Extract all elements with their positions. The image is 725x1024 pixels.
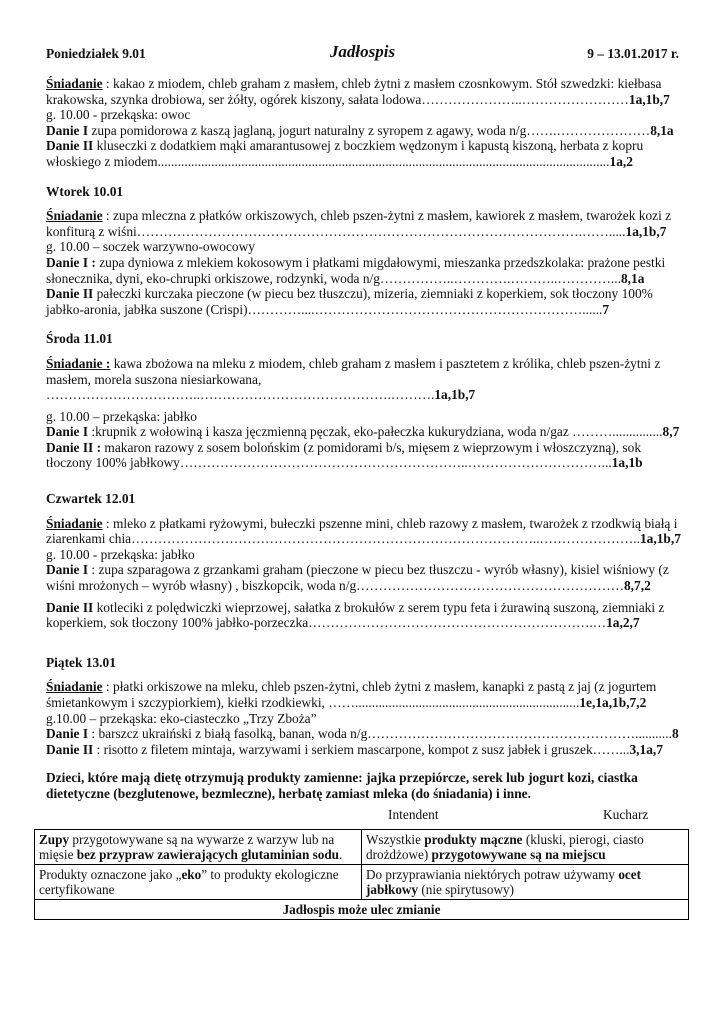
dish1-text: zupa dyniowa z mlekiem kokosowym i płatkami migdałowymi, mieszanka przedszkolaka: prażone pestki słonecznika, dyni, eko-chrupki orkiszowe, rodzynki, woda n/g……………..………….………..…………...	[46, 254, 666, 286]
breakfast-allergens: 1a,1b,7	[434, 387, 476, 403]
info-vinegar-text: Do przyprawiania niektórych potraw używamy	[366, 867, 619, 882]
header	[46, 44, 679, 64]
dish2-text: kotleciki z polędwiczki wieprzowej, sałatka z brokułów z serem typu feta i żurawiną suszoną, ziemniaki z koperkiem, sok tłoczony 100% jabłko-porzeczka……………………………………………………….…	[46, 599, 665, 631]
dish2-line	[46, 286, 685, 317]
dish2-text: pałeczki kurczaka pieczone (w piecu bez tłuszczu), mizeria, ziemniaki z koperkiem, sok tłoczony 100% jabłko-aronia, jabłka suszone (Crispi)…………....……………………………………………………......	[46, 286, 653, 317]
dish2-label: Danie II	[46, 286, 94, 302]
breakfast-text: : płatki orkiszowe na mleku, chleb pszen-żytni, chleb żytni z masłem, kanapki z pastą z jaj (z jogurtem śmietankowym i szczypiorkiem), kiełki rzodkiewki, ……...................................................................	[46, 679, 657, 710]
menu-days	[46, 76, 685, 771]
info-soups-end: .	[339, 847, 343, 862]
breakfast-text: : kakao z miodem, chleb graham z masłem, chleb żytni z masłem czosnkowym. Stół szwedzki: kiełbasa krakowska, szynka drobiowa, ser żółty, ogórek kiszony, sałata lodowa…………………..……………………	[46, 76, 662, 107]
header-date-range: 9 – 13.01.2017 r.	[587, 46, 679, 61]
day-title: Wtorek 10.01	[46, 183, 124, 199]
dish1-line	[46, 424, 685, 440]
breakfast-allergens: 1a,1b,7	[625, 223, 667, 239]
signatures	[46, 807, 685, 825]
header-day: Poniedziałek 9.01	[46, 46, 146, 61]
dish2-line	[46, 600, 685, 631]
dish2-text: kluseczki z dodatkiem mąki amarantusowej z boczkiem wędzonym i kapustą kiszoną, herbata z kopru włoskiego z miodem.......................................................................................................................................	[46, 138, 644, 169]
dish1-line	[46, 726, 685, 742]
dish1-text: :krupnik z wołowiną i kasza jęczmienną pęczak, eko-pałeczka kukurydziana, woda n/gaz ………...............	[88, 424, 663, 440]
breakfast-label: Śniadanie :	[46, 355, 111, 371]
snack-line: g. 10.00 - przekąska: jabłko	[46, 546, 195, 562]
info-row	[35, 865, 689, 900]
breakfast-line	[46, 516, 685, 547]
day-title: Piątek 13.01	[46, 654, 116, 670]
breakfast-label: Śniadanie	[46, 679, 103, 695]
dish1-label: Danie I	[46, 122, 89, 138]
day-friday	[46, 655, 685, 758]
dish2-allergens: 3,1a,7	[629, 741, 663, 757]
dish1-line	[46, 255, 685, 286]
dish2-line	[46, 440, 685, 471]
info-footer: Jadłospis może ulec zmianie	[35, 900, 689, 920]
dish1-label: Danie I	[46, 726, 89, 742]
info-cell-eko	[35, 865, 362, 900]
info-eko-text2: ” to produkty ekologiczne certyfikowane	[39, 867, 339, 897]
dish2-line	[46, 742, 685, 758]
breakfast-line	[46, 76, 685, 107]
info-eko-text: Produkty oznaczone jako „	[39, 867, 182, 882]
page-title: Jadłospis	[329, 42, 396, 61]
snack-line: g. 10.00 – przekąska: jabłko	[46, 408, 197, 424]
snack-line: g.10.00 – przekąska: eko-ciasteczko „Trzy Zboża”	[46, 710, 317, 726]
dish1-line	[46, 562, 685, 593]
info-row	[35, 900, 689, 920]
breakfast-allergens: 1a,1b,7	[628, 91, 670, 107]
info-row	[35, 830, 689, 865]
breakfast-line	[46, 679, 685, 710]
info-soups-bold: bez przypraw zawierających glutaminian sodu	[76, 847, 340, 862]
dish1-text: zupa pomidorowa z kaszą jaglaną, jogurt naturalny z syropem z agawy, woda n/g…….…………………	[88, 122, 651, 138]
breakfast-text: kawa zbożowa na mleku z miodem, chleb graham z masłem i pasztetem z królika, chleb pszen-żytni z masłem, morela suszona niesiarkowana, ……………………………..…………………………………….……….	[46, 355, 661, 403]
dish2-label: Danie II	[46, 138, 94, 154]
day-title: Czwartek 12.01	[46, 491, 136, 507]
info-cell-soups	[35, 830, 362, 865]
info-table	[34, 829, 689, 920]
dish2-allergens: 7	[602, 301, 610, 317]
dish2-allergens: 1a,2,7	[606, 615, 640, 631]
intendent-signature: Intendent	[388, 807, 439, 822]
dish2-allergens: 1a,2	[609, 153, 633, 169]
info-flour-bold: produkty mączne	[424, 832, 523, 847]
day-thursday	[46, 491, 685, 631]
breakfast-line	[46, 208, 685, 239]
info-flour-bold2: przygotowywane są na miejscu	[431, 847, 606, 862]
dish2-text: makaron razowy z sosem bolońskim (z pomidorami b/s, mięsem z wieprzowym i włoszczyzną), sok tłoczony 100% jabłkowy………………………………………………………..…………………………...	[46, 439, 642, 471]
dish2-label: Danie II	[46, 741, 94, 757]
diet-note: Dzieci, które mają dietę otrzymują produkty zamienne: jajka przepiórcze, serek lub jogurt kozi, ciastka dietetyczne (bezglutenowe, bezmleczne), herbatę zamiast mleka (do śniadania) i inne.	[46, 770, 638, 801]
day-wednesday	[46, 331, 685, 471]
breakfast-allergens: 1a,1b,7	[639, 531, 681, 547]
day-tuesday	[46, 184, 685, 318]
breakfast-text: : zupa mleczna z płatków orkiszowych, chleb pszen-żytni z masłem, kawiorek z masłem, twarożek kozi z konfiturą z wiśni……………………………………………………………………………………….…….....	[46, 208, 672, 239]
info-soups-text: przygotowywane są na wywarze z warzyw lub na mięsie	[39, 832, 335, 862]
breakfast-allergens: 1e,1a,1b,7,2	[579, 695, 647, 710]
snack-line: g. 10.00 – soczek warzywno-owocowy	[46, 239, 255, 255]
breakfast-line	[46, 356, 685, 403]
day-title: Środa 11.01	[46, 331, 113, 347]
dish2-label: Danie II :	[46, 439, 102, 455]
info-flour-text2: (kluski, pierogi, ciasto drożdżowe)	[366, 832, 644, 862]
snack-line: g. 10.00 - przekąska: owoc	[46, 107, 191, 123]
dish1-label: Danie I	[46, 562, 89, 578]
dish1-allergens: 8,7	[662, 424, 680, 440]
dish1-label: Danie I	[46, 424, 89, 440]
info-soups-label: Zupy	[39, 832, 70, 847]
breakfast-label: Śniadanie	[46, 76, 103, 91]
info-vinegar-bold: ocet jabłkowy	[366, 867, 642, 897]
dish1-text: : barszcz ukraiński z białą fasolką, banan, woda n/g……………………………………………………...........	[88, 726, 672, 742]
dish1-allergens: 8,1a	[650, 122, 674, 138]
breakfast-label: Śniadanie	[46, 515, 103, 531]
dish1-allergens: 8,1a	[620, 270, 645, 286]
info-cell-flour	[362, 830, 689, 865]
info-vinegar-text2: (nie spirytusowy)	[418, 882, 514, 897]
dish1-allergens: 8,7,2	[623, 578, 651, 594]
breakfast-text: : mleko z płatkami ryżowymi, bułeczki pszenne mini, chleb razowy z masłem, twarożek z rzodkwią białą i ziarenkami chia………………………………………………………………………………..…………………..	[46, 515, 678, 547]
day-monday	[46, 76, 685, 170]
dish1-line	[46, 123, 685, 139]
kucharz-signature: Kucharz	[603, 807, 649, 822]
info-eko-bold: eko	[181, 867, 202, 882]
breakfast-label: Śniadanie	[46, 208, 103, 224]
dish1-allergens: 8	[671, 726, 679, 742]
info-flour-text: Wszystkie	[366, 832, 425, 847]
dish2-text: : risotto z filetem mintaja, warzywami i serkiem mascarpone, kompot z susz jabłek i gruszek……...	[93, 741, 630, 757]
dish2-allergens: 1a,1b	[611, 455, 643, 471]
dish2-line	[46, 138, 685, 169]
dish2-label: Danie II	[46, 599, 94, 615]
dish1-text: : zupa szparagowa z grzankami graham (pieczone w piecu bez tłuszczu - wyrób własny), kisiel wiśniowy (z wiśni mrożonych – wyrób własny) , biszkopcik, woda n/g……………………………………………………	[46, 562, 669, 594]
info-cell-vinegar	[362, 865, 689, 900]
dish1-label: Danie I :	[46, 254, 96, 270]
